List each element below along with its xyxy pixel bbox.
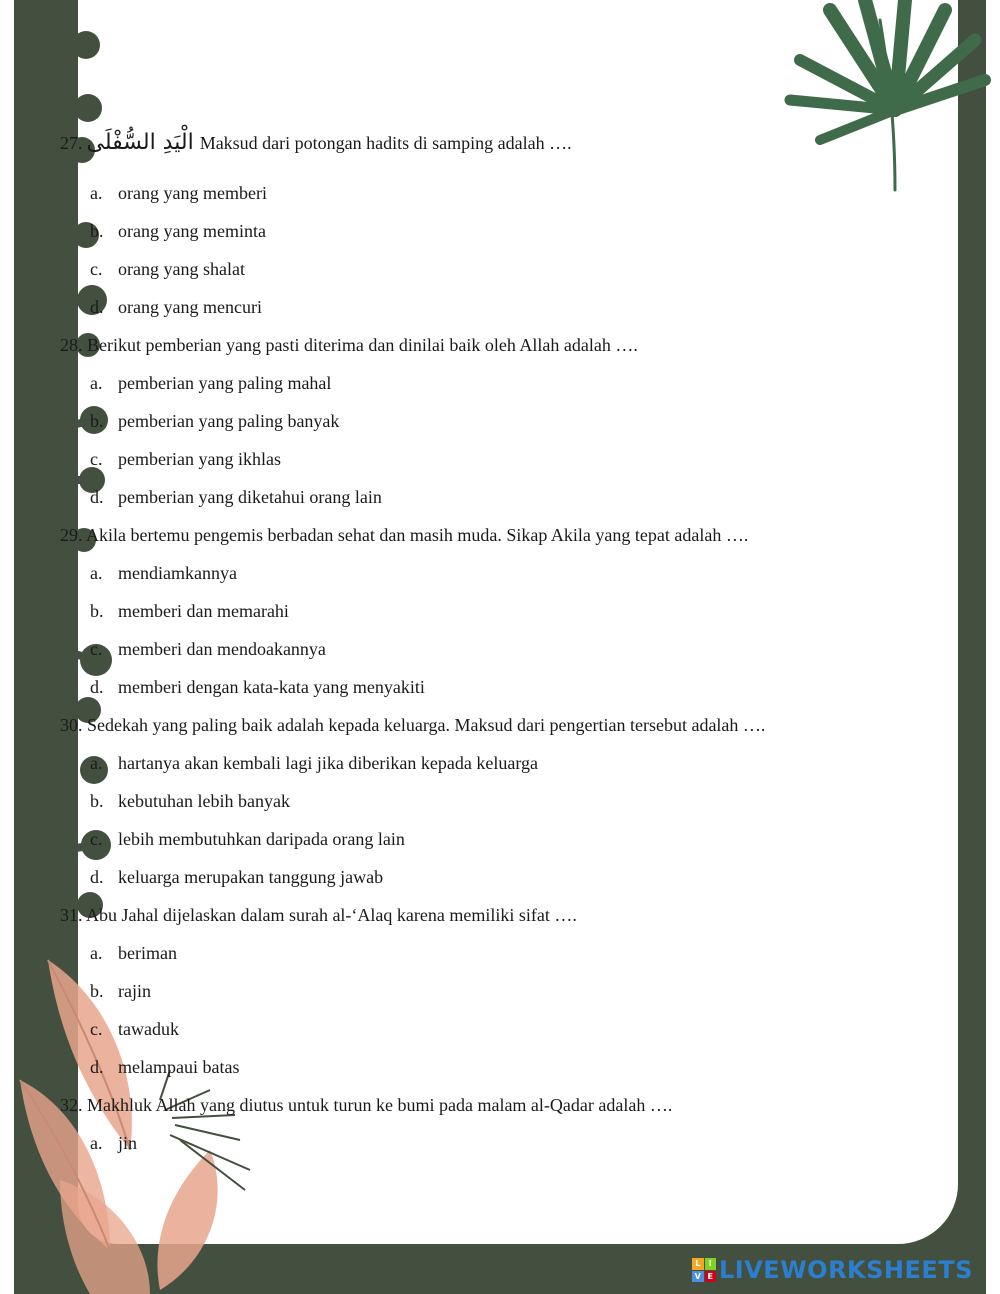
option-text: pemberian yang ikhlas bbox=[118, 449, 281, 469]
question-number: 30. bbox=[60, 715, 83, 735]
brand-text: LIVEWORKSHEETS bbox=[719, 1256, 973, 1284]
option-letter: b. bbox=[90, 221, 104, 241]
question-number: 29. bbox=[60, 525, 83, 545]
option-30c[interactable] bbox=[90, 828, 405, 850]
option-text: pemberian yang paling mahal bbox=[118, 373, 332, 393]
option-letter: b. bbox=[90, 981, 104, 1001]
option-letter: d. bbox=[90, 297, 104, 317]
question-29 bbox=[60, 524, 748, 546]
option-letter: d. bbox=[90, 1057, 104, 1077]
option-27b[interactable] bbox=[90, 220, 266, 242]
option-28a[interactable] bbox=[90, 372, 331, 394]
arabic-hadith-text: الْيَدِ السُّفْلَى bbox=[86, 130, 194, 155]
option-31c[interactable] bbox=[90, 1018, 179, 1040]
option-letter: c. bbox=[90, 829, 103, 849]
option-text: memberi dengan kata-kata yang menyakiti bbox=[118, 677, 425, 697]
option-29a[interactable] bbox=[90, 562, 237, 584]
option-text: lebih membutuhkan daripada orang lain bbox=[118, 829, 405, 849]
question-31 bbox=[60, 904, 577, 926]
option-letter: b. bbox=[90, 791, 104, 811]
option-letter: c. bbox=[90, 259, 103, 279]
option-letter: a. bbox=[90, 373, 103, 393]
option-text: orang yang memberi bbox=[118, 183, 267, 203]
question-27 bbox=[60, 132, 572, 154]
option-text: memberi dan memarahi bbox=[118, 601, 289, 621]
option-text: orang yang mencuri bbox=[118, 297, 262, 317]
option-letter: c. bbox=[90, 449, 103, 469]
question-number: 32. bbox=[60, 1095, 83, 1115]
option-28d[interactable] bbox=[90, 486, 382, 508]
option-letter: a. bbox=[90, 753, 103, 773]
option-text: mendiamkannya bbox=[118, 563, 237, 583]
option-text: rajin bbox=[118, 981, 151, 1001]
option-30a[interactable] bbox=[90, 752, 538, 774]
option-30b[interactable] bbox=[90, 790, 290, 812]
option-text: pemberian yang diketahui orang lain bbox=[118, 487, 382, 507]
question-32 bbox=[60, 1094, 672, 1116]
option-text: melampaui batas bbox=[118, 1057, 240, 1077]
option-31b[interactable] bbox=[90, 980, 151, 1002]
option-letter: a. bbox=[90, 943, 103, 963]
option-29d[interactable] bbox=[90, 676, 425, 698]
liveworksheets-logo-icon bbox=[692, 1258, 716, 1282]
option-text: kebutuhan lebih banyak bbox=[118, 791, 290, 811]
option-31a[interactable] bbox=[90, 942, 177, 964]
option-letter: a. bbox=[90, 183, 103, 203]
option-27d[interactable] bbox=[90, 296, 262, 318]
logo-letter: I bbox=[705, 1258, 717, 1270]
question-number: 27. bbox=[60, 133, 83, 153]
option-text: orang yang meminta bbox=[118, 221, 266, 241]
question-30 bbox=[60, 714, 765, 736]
option-32a[interactable] bbox=[90, 1132, 137, 1154]
option-28c[interactable] bbox=[90, 448, 281, 470]
option-text: keluarga merupakan tanggung jawab bbox=[118, 867, 384, 887]
option-text: jin bbox=[118, 1133, 138, 1153]
question-text: Berikut pemberian yang pasti diterima dan dinilai baik oleh Allah adalah …. bbox=[87, 335, 638, 355]
option-text: pemberian yang paling banyak bbox=[118, 411, 340, 431]
option-27c[interactable] bbox=[90, 258, 245, 280]
option-letter: b. bbox=[90, 411, 104, 431]
option-31d[interactable] bbox=[90, 1056, 239, 1078]
option-text: tawaduk bbox=[118, 1019, 179, 1039]
option-text: beriman bbox=[118, 943, 177, 963]
logo-letter: L bbox=[692, 1258, 704, 1270]
option-27a[interactable] bbox=[90, 182, 267, 204]
question-text: Makhluk Allah yang diutus untuk turun ke bumi pada malam al-Qadar adalah …. bbox=[87, 1095, 673, 1115]
option-28b[interactable] bbox=[90, 410, 339, 432]
option-text: memberi dan mendoakannya bbox=[118, 639, 326, 659]
question-number: 31. bbox=[60, 905, 83, 925]
option-text: hartanya akan kembali lagi jika diberikan kepada keluarga bbox=[118, 753, 538, 773]
option-letter: d. bbox=[90, 677, 104, 697]
option-29b[interactable] bbox=[90, 600, 289, 622]
option-letter: a. bbox=[90, 563, 103, 583]
option-letter: c. bbox=[90, 1019, 103, 1039]
option-letter: d. bbox=[90, 867, 104, 887]
option-letter: c. bbox=[90, 639, 103, 659]
liveworksheets-watermark bbox=[692, 1256, 973, 1284]
question-28 bbox=[60, 334, 638, 356]
logo-letter: E bbox=[705, 1271, 717, 1283]
question-number: 28. bbox=[60, 335, 83, 355]
question-text: Akila bertemu pengemis berbadan sehat dan masih muda. Sikap Akila yang tepat adalah …. bbox=[86, 525, 749, 545]
option-30d[interactable] bbox=[90, 866, 383, 888]
question-text: Abu Jahal dijelaskan dalam surah al-‘Alaq karena memiliki sifat …. bbox=[86, 905, 577, 925]
question-text: Sedekah yang paling baik adalah kepada keluarga. Maksud dari pengertian tersebut adalah …. bbox=[87, 715, 766, 735]
option-letter: a. bbox=[90, 1133, 103, 1153]
option-letter: d. bbox=[90, 487, 104, 507]
option-letter: b. bbox=[90, 601, 104, 621]
option-29c[interactable] bbox=[90, 638, 326, 660]
logo-letter: V bbox=[692, 1271, 704, 1283]
option-text: orang yang shalat bbox=[118, 259, 245, 279]
question-text: Maksud dari potongan hadits di samping adalah …. bbox=[199, 133, 572, 153]
